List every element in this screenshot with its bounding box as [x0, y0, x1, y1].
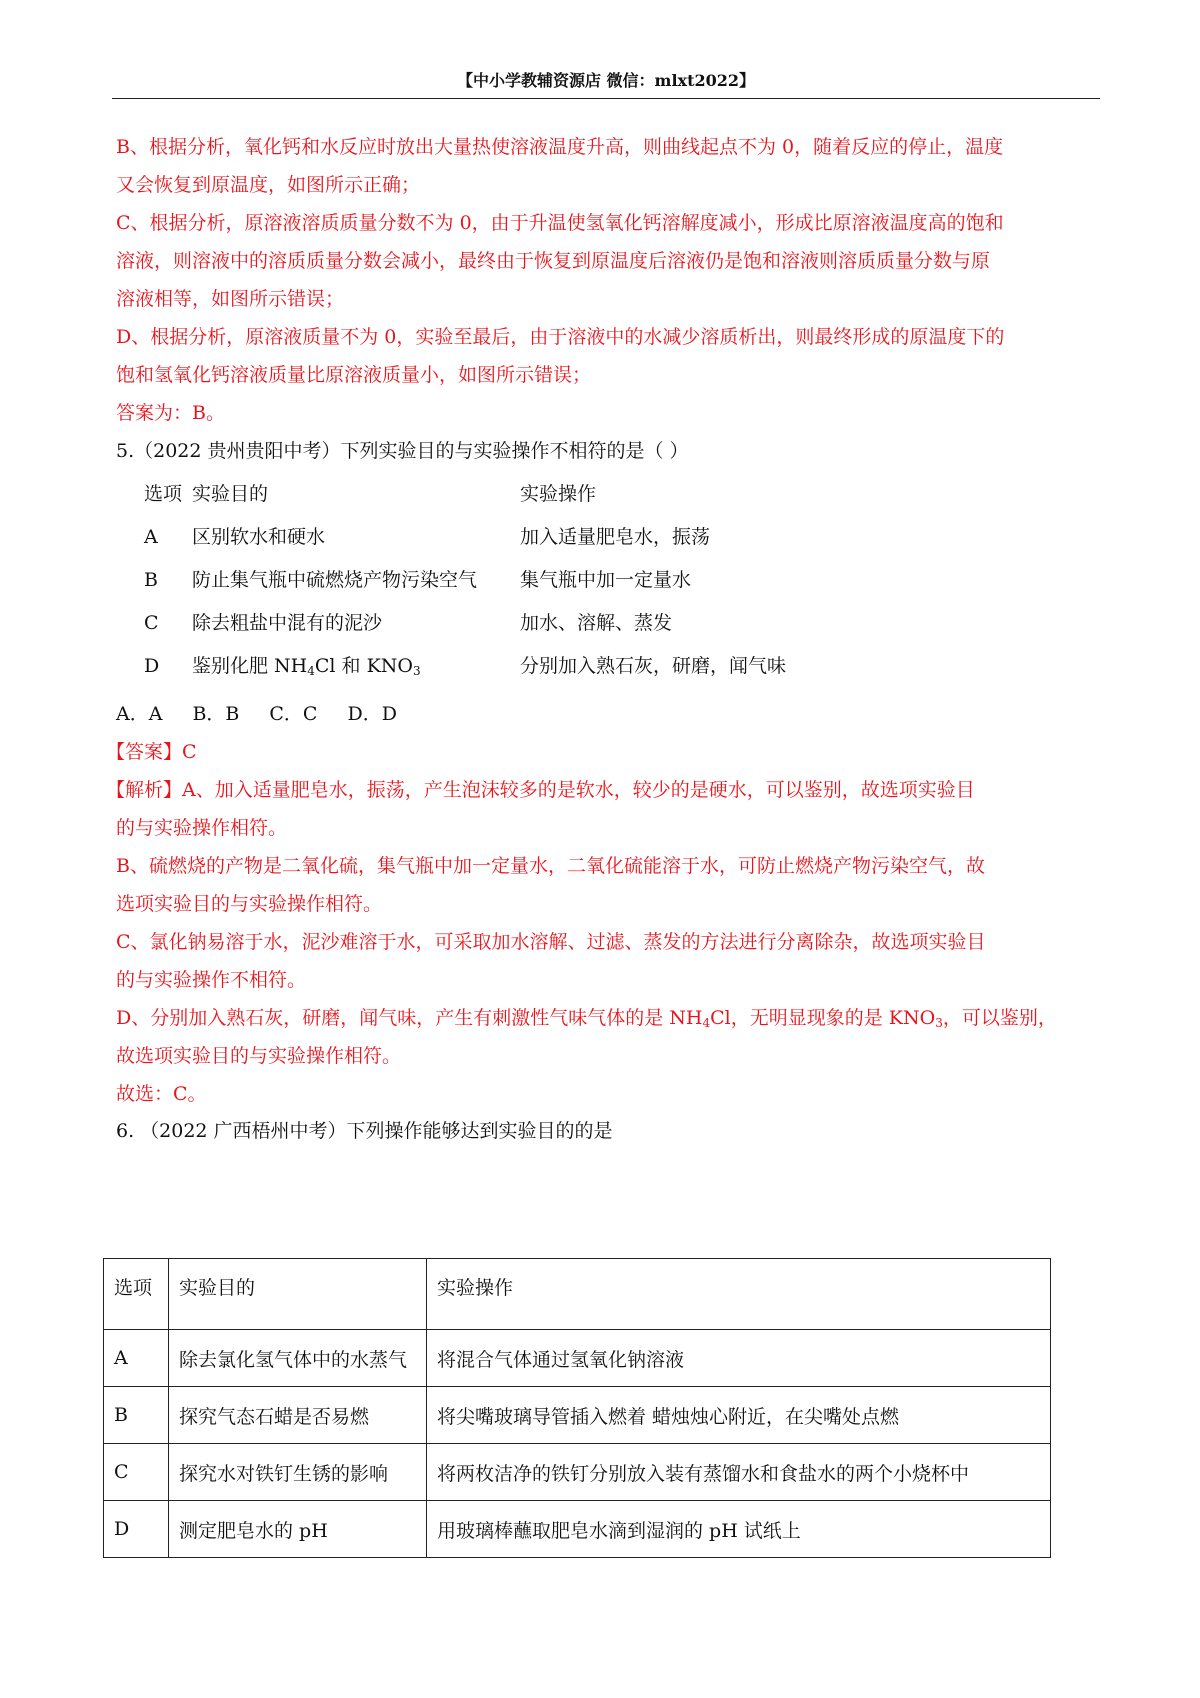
- row-operation: 将两枚洁净的铁钉分别放入装有蒸馏水和食盐水的两个小烧杯中: [427, 1444, 1051, 1501]
- table-row: [104, 1444, 1051, 1501]
- q5-header-option: 选项: [144, 483, 183, 505]
- q5-row-purpose: 除去粗盐中混有的泥沙: [192, 612, 383, 634]
- q5-row-purpose: 防止集气瓶中硫燃烧产物污染空气: [192, 569, 478, 591]
- q5-choices: [116, 699, 1106, 729]
- choice-b: B．B: [192, 703, 240, 725]
- q6-table: [103, 1258, 1051, 1558]
- row-purpose: 除去氯化氢气体中的水蒸气: [169, 1330, 427, 1387]
- row-option: C: [104, 1444, 169, 1501]
- analysis-label: 【解析】: [106, 779, 183, 801]
- answer-line: D、根据分析，原溶液质量不为 0，实验至最后，由于溶液中的水减少溶质析出，则最终形成的原温度下的: [116, 326, 1005, 348]
- answer-conclusion: 答案为：B。: [116, 402, 225, 424]
- analysis-line: B、硫燃烧的产物是二氧化硫，集气瓶中加一定量水，二氧化硫能溶于水，可防止燃烧产物污染空气，故: [116, 855, 985, 877]
- row-purpose: 测定肥皂水的 pH: [169, 1501, 427, 1558]
- question-5-stem: 5.（2022 贵州贵阳中考）下列实验目的与实验操作不相符的是（ ）: [116, 440, 689, 462]
- q5-row-operation: 集气瓶中加一定量水: [520, 569, 692, 591]
- choice-a: A．A: [116, 703, 163, 725]
- analysis-line-d: D、分别加入熟石灰，研磨，闻气味，产生有刺激性气味气体的是 $NH_4Cl$，无明显现象的是 $KNO_3$，可以鉴别，: [116, 1007, 1057, 1030]
- q5-row-operation: 加入适量肥皂水，振荡: [520, 526, 711, 548]
- answer-line: 饱和氢氧化钙溶液质量比原溶液质量小，如图所示错误；: [116, 364, 592, 386]
- q5-row-option: B: [144, 569, 158, 591]
- row-option: D: [104, 1501, 169, 1558]
- analysis-line: 的与实验操作相符。: [116, 817, 288, 839]
- row-option: B: [104, 1387, 169, 1444]
- choice-c: C．C: [269, 703, 318, 725]
- q5-header-purpose: 实验目的: [192, 483, 269, 505]
- row-operation: 将尖嘴玻璃导管插入燃着 蜡烛烛心附近，在尖嘴处点燃: [427, 1387, 1051, 1444]
- analysis-line: 的与实验操作不相符。: [116, 969, 307, 991]
- row-purpose: 探究气态石蜡是否易燃: [169, 1387, 427, 1444]
- header-operation: 实验操作: [427, 1259, 1051, 1330]
- q5-row-operation: 分别加入熟石灰，研磨，闻气味: [520, 655, 787, 677]
- analysis-line: C、氯化钠易溶于水，泥沙难溶于水，可采取加水溶解、过滤、蒸发的方法进行分离除杂，故选项实验目: [116, 931, 986, 953]
- answer-line: 又会恢复到原温度，如图所示正确；: [116, 174, 421, 196]
- answer-line: 溶液相等，如图所示错误；: [116, 288, 345, 310]
- header-option: 选项: [104, 1259, 169, 1330]
- q5-answer: [106, 737, 1096, 767]
- table-row: [104, 1387, 1051, 1444]
- q5-row-purpose: 区别软水和硬水: [192, 526, 326, 548]
- row-operation: 将混合气体通过氢氧化钠溶液: [427, 1330, 1051, 1387]
- answer-label: 【答案】: [106, 741, 183, 763]
- answer-value: C: [182, 741, 197, 763]
- answer-line: B、根据分析，氧化钙和水反应时放出大量热使溶液温度升高，则曲线起点不为 0，随着反应的停止，温度: [116, 136, 1004, 158]
- row-purpose: 探究水对铁钉生锈的影响: [169, 1444, 427, 1501]
- choice-d: D．D: [347, 703, 397, 725]
- header-purpose: 实验目的: [169, 1259, 427, 1330]
- table-row: [104, 1501, 1051, 1558]
- question-6-stem: 6. （2022 广西梧州中考）下列操作能够达到实验目的的是: [116, 1120, 613, 1142]
- analysis-line: 故选项实验目的与实验操作相符。: [116, 1045, 402, 1067]
- q5-header-operation: 实验操作: [520, 483, 597, 505]
- table-header-row: [104, 1259, 1051, 1330]
- q5-conclusion: 故选：C。: [116, 1083, 207, 1105]
- q5-row-option: A: [144, 526, 158, 548]
- row-option: A: [104, 1330, 169, 1387]
- q5-analysis-first: 【解析】A、加入适量肥皂水，振荡，产生泡沫较多的是软水，较少的是硬水，可以鉴别，故选项实验目: [106, 779, 975, 801]
- row-operation: 用玻璃棒蘸取肥皂水滴到湿润的 pH 试纸上: [427, 1501, 1051, 1558]
- page-header: 【中小学教辅资源店 微信：mlxt2022】: [456, 71, 756, 90]
- q5-row-option: C: [144, 612, 159, 634]
- table-row: [104, 1330, 1051, 1387]
- analysis-line: 选项实验目的与实验操作相符。: [116, 893, 383, 915]
- answer-line: 溶液，则溶液中的溶质质量分数会减小，最终由于恢复到原温度后溶液仍是饱和溶液则溶质质量分数与原: [116, 250, 991, 272]
- q5-row-purpose: 鉴别化肥 $NH_4Cl$ 和 $KNO_3$: [192, 655, 421, 678]
- answer-line: C、根据分析，原溶液溶质质量分数不为 0，由于升温使氢氧化钙溶解度减小，形成比原溶液温度高的饱和: [116, 212, 1004, 234]
- q5-row-option: D: [144, 655, 160, 677]
- header-divider: [112, 98, 1100, 99]
- q5-row-operation: 加水、溶解、蒸发: [520, 612, 673, 634]
